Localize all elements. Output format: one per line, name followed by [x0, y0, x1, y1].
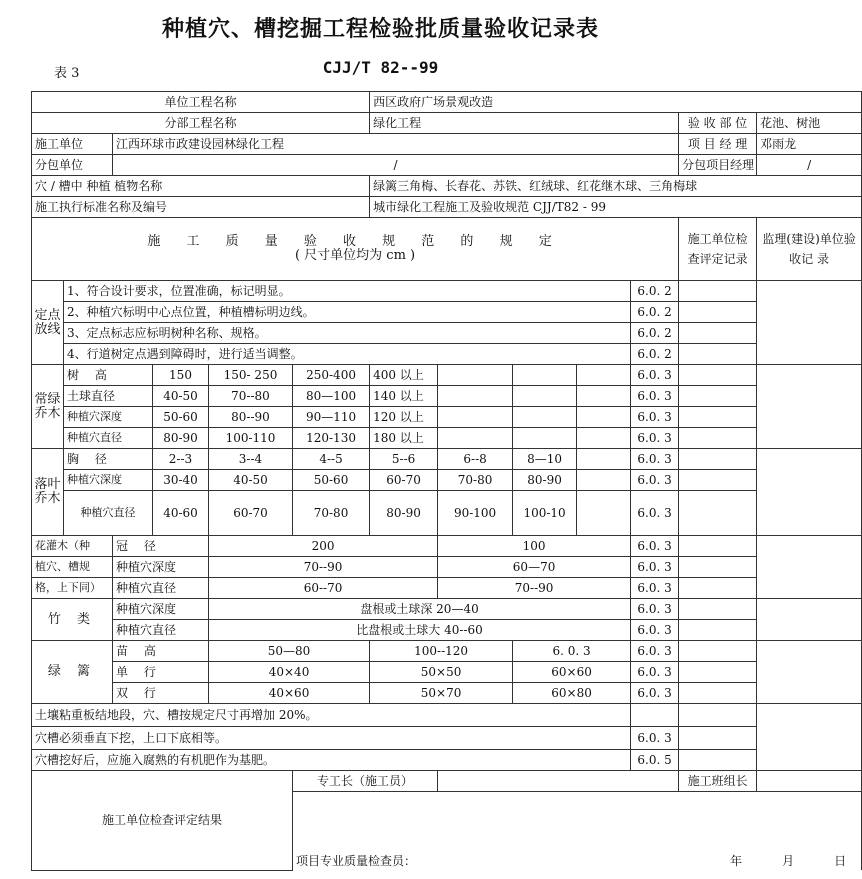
bamboo-item-name: 种植穴深度 [113, 599, 209, 620]
clause-code: 6.0. 3 [631, 449, 679, 470]
table-number: 表 3 [54, 66, 80, 81]
clause-code: 6.0. 3 [631, 491, 679, 536]
table-row [32, 470, 862, 491]
spec-value: 30-40 [153, 470, 209, 491]
accept-part-label: 验 收 部 位 [679, 113, 757, 134]
date-day: 日 [834, 854, 847, 868]
clause-code: 6.0. 3 [631, 578, 679, 599]
shrubs-item-name: 冠 径 [113, 536, 209, 557]
empty-cell [577, 407, 631, 428]
supervisor-check-cell[interactable] [757, 281, 862, 365]
spec-value: 60×80 [513, 683, 631, 704]
evergreen-item-name: 种植穴直径 [64, 428, 153, 449]
constructor-check-cell[interactable] [679, 599, 757, 620]
layout-item: 2、种植穴标明中心点位置，种植槽标明边线。 [64, 302, 631, 323]
spec-value: 120 以上 [370, 407, 438, 428]
empty-cell [577, 491, 631, 536]
constructor-check-cell[interactable] [679, 750, 757, 771]
row-sub-project [32, 113, 862, 134]
empty-cell [513, 407, 577, 428]
table-row [32, 281, 862, 302]
table-row [32, 727, 862, 750]
constructor-check-cell[interactable] [679, 365, 757, 386]
table-row [32, 704, 862, 727]
supervisor-check-cell[interactable] [757, 536, 862, 599]
constructor-check-cell[interactable] [679, 386, 757, 407]
foreman-signature-cell[interactable] [438, 771, 679, 792]
spec-value: 60-70 [209, 491, 293, 536]
table-row [32, 599, 862, 620]
hedge-item-name: 单 行 [113, 662, 209, 683]
note-text: 穴槽挖好后，应施入腐熟的有机肥作为基肥。 [32, 750, 631, 771]
clause-code: 6.0. 3 [631, 407, 679, 428]
spec-value: 150- 250 [209, 365, 293, 386]
standard-code: CJJ/T 82--99 [322, 58, 439, 77]
empty-cell [438, 407, 513, 428]
constructor-value: 江西环球市政建设园林绿化工程 [113, 134, 679, 155]
hedge-item-name: 苗 高 [113, 641, 209, 662]
spec-value: 8—10 [513, 449, 577, 470]
constructor-check-cell[interactable] [679, 620, 757, 641]
empty-cell [577, 428, 631, 449]
shrubs-label-mid: 植穴、槽规 [32, 557, 113, 578]
constructor-check-cell[interactable] [679, 323, 757, 344]
plant-value: 绿篱三角梅、长春花、苏铁、红绒球、红花继木球、三角梅球 [370, 176, 862, 197]
constructor-check-cell[interactable] [679, 727, 757, 750]
spec-value: 50×50 [370, 662, 513, 683]
table-row [32, 641, 862, 662]
empty-cell [513, 386, 577, 407]
layout-item: 4、行道树定点遇到障碍时，进行适当调整。 [64, 344, 631, 365]
spec-value: 5--6 [370, 449, 438, 470]
constructor-check-cell[interactable] [679, 662, 757, 683]
note-text: 穴槽必须垂直下挖，上口下底相等。 [32, 727, 631, 750]
empty-cell [513, 365, 577, 386]
clause-code: 6.0. 3 [631, 428, 679, 449]
bamboo-item-name: 种植穴直径 [113, 620, 209, 641]
sub-pm-value: / [757, 155, 862, 176]
empty-cell [438, 386, 513, 407]
supervisor-check-cell[interactable] [757, 704, 862, 771]
pm-label: 项 目 经 理 [679, 134, 757, 155]
constructor-check-cell[interactable] [679, 407, 757, 428]
standard-value: 城市绿化工程施工及验收规范 CJJ/T82 - 99 [370, 197, 862, 218]
date-year: 年 [730, 854, 743, 868]
empty-cell [577, 365, 631, 386]
row-spec-header [32, 218, 862, 281]
table-row [32, 365, 862, 386]
row-plant-names [32, 176, 862, 197]
spec-header-line2: ( 尺寸单位均为 cm ) [294, 248, 416, 263]
constructor-check-cell[interactable] [679, 470, 757, 491]
row-subcontractor [32, 155, 862, 176]
spec-value: 100-110 [209, 428, 293, 449]
spec-value: 150 [153, 365, 209, 386]
deciduous-item-name: 种植穴深度 [64, 470, 153, 491]
evergreen-label: 常绿乔木 [32, 365, 64, 449]
unit-project-value: 西区政府广场景观改造 [370, 92, 862, 113]
spec-value: 200 [209, 536, 438, 557]
clause-code: 6.0. 3 [631, 365, 679, 386]
clause-code: 6.0. 3 [631, 386, 679, 407]
table-row [32, 428, 862, 449]
result-label: 施工单位检查评定结果 [32, 771, 293, 871]
spec-value: 100 [438, 536, 631, 557]
spec-value: 50—80 [209, 641, 370, 662]
empty-cell [577, 386, 631, 407]
empty-cell [438, 365, 513, 386]
team-leader-label: 施工班组长 [679, 771, 757, 792]
inspector-cell[interactable] [293, 792, 862, 871]
empty-cell [513, 428, 577, 449]
table-row [32, 683, 862, 704]
constructor-check-cell[interactable] [679, 683, 757, 704]
table-row [32, 750, 862, 771]
spec-header [32, 218, 679, 281]
spec-value: 40-60 [153, 491, 209, 536]
spec-value: 40×40 [209, 662, 370, 683]
evergreen-item-name: 树 高 [64, 365, 153, 386]
constructor-check-cell[interactable] [679, 704, 757, 727]
spec-value: 70-80 [438, 470, 513, 491]
constructor-check-cell[interactable] [679, 344, 757, 365]
clause-code: 6.0. 3 [631, 662, 679, 683]
spec-value: 90—110 [293, 407, 370, 428]
constructor-check-cell[interactable] [679, 302, 757, 323]
spec-value: 60-70 [370, 470, 438, 491]
form-title: 种植穴、槽挖掘工程检验批质量验收记录表 [161, 17, 599, 42]
table-row [32, 557, 862, 578]
spec-value: 60×60 [513, 662, 631, 683]
spec-value: 70--90 [438, 578, 631, 599]
constructor-label: 施工单位 [32, 134, 113, 155]
hedge-label: 绿 篱 [32, 641, 113, 704]
spec-value: 80—100 [293, 386, 370, 407]
table-row [32, 491, 862, 536]
clause-code: 6.0. 3 [631, 727, 679, 750]
empty-cell [438, 428, 513, 449]
inspection-record-table [31, 91, 862, 871]
shrubs-item-name: 种植穴深度 [113, 557, 209, 578]
clause-code: 6.0. 2 [631, 281, 679, 302]
clause-code: 6.0. 3 [631, 641, 679, 662]
spec-value: 70-80 [293, 491, 370, 536]
table-row [32, 536, 862, 557]
spec-value: 50×70 [370, 683, 513, 704]
row-result-signers [32, 771, 862, 792]
spec-value: 70--80 [209, 386, 293, 407]
clause-code: 6.0. 3 [631, 557, 679, 578]
pm-value: 邓雨龙 [757, 134, 862, 155]
deciduous-label: 落叶乔木 [32, 449, 64, 536]
spec-value: 100-10 [513, 491, 577, 536]
row-constructor [32, 134, 862, 155]
constructor-check-header: 施工单位检查评定记录 [679, 218, 757, 281]
spec-value: 40-50 [209, 470, 293, 491]
supervisor-check-cell[interactable] [757, 365, 862, 449]
hedge-item-name: 双 行 [113, 683, 209, 704]
constructor-check-cell[interactable] [679, 428, 757, 449]
spec-value: 80--90 [209, 407, 293, 428]
spec-value: 250-400 [293, 365, 370, 386]
row-standard [32, 197, 862, 218]
constructor-check-cell[interactable] [679, 641, 757, 662]
spec-value: 400 以上 [370, 365, 438, 386]
team-leader-signature-cell[interactable] [757, 771, 862, 792]
spec-value: 比盘根或土球大 40--60 [209, 620, 631, 641]
table-row [32, 302, 862, 323]
sub-project-value: 绿化工程 [370, 113, 679, 134]
layout-item: 1、符合设计要求，位置准确，标记明显。 [64, 281, 631, 302]
spec-value: 60--70 [209, 578, 438, 599]
spec-value: 50-60 [153, 407, 209, 428]
spec-value: 6. 0. 3 [513, 641, 631, 662]
subcontractor-label: 分包单位 [32, 155, 113, 176]
shrubs-label-top: 花灌木（种 [32, 536, 113, 557]
spec-value: 80-90 [153, 428, 209, 449]
date-month: 月 [782, 854, 795, 868]
clause-code: 6.0. 2 [631, 323, 679, 344]
table-row [32, 407, 862, 428]
accept-part-value: 花池、树池 [757, 113, 862, 134]
constructor-check-cell[interactable] [679, 449, 757, 470]
spec-value: 60—70 [438, 557, 631, 578]
supervisor-check-cell[interactable] [757, 449, 862, 536]
shrubs-item-name: 种植穴直径 [113, 578, 209, 599]
spec-value: 70--90 [209, 557, 438, 578]
foreman-label: 专工长（施工员） [293, 771, 438, 792]
supervisor-check-cell[interactable] [757, 599, 862, 641]
bamboo-label: 竹 类 [32, 599, 113, 641]
spec-value: 50-60 [293, 470, 370, 491]
spec-value: 40-50 [153, 386, 209, 407]
clause-code: 6.0. 2 [631, 302, 679, 323]
clause-code: 6.0. 3 [631, 470, 679, 491]
constructor-check-cell[interactable] [679, 557, 757, 578]
spec-value: 180 以上 [370, 428, 438, 449]
clause-code: 6.0. 3 [631, 683, 679, 704]
empty-cell [577, 449, 631, 470]
table-row [32, 344, 862, 365]
spec-value: 140 以上 [370, 386, 438, 407]
clause-code: 6.0. 3 [631, 620, 679, 641]
constructor-check-cell[interactable] [679, 536, 757, 557]
layout-item: 3、定点标志应标明树种名称、规格。 [64, 323, 631, 344]
spec-value: 2--3 [153, 449, 209, 470]
clause-code: 6.0. 5 [631, 750, 679, 771]
clause-code: 6.0. 2 [631, 344, 679, 365]
spec-value: 100--120 [370, 641, 513, 662]
layout-section-label: 定点放线 [32, 281, 64, 365]
shrubs-label-bottom: 格，上下同） [32, 578, 113, 599]
subcontractor-value: / [113, 155, 679, 176]
spec-value: 4--5 [293, 449, 370, 470]
row-unit-project [32, 92, 862, 113]
spec-header-line1: 施 工 质 量 验 收 规 范 的 规 定 [147, 234, 563, 249]
spec-value: 80-90 [513, 470, 577, 491]
clause-code: 6.0. 3 [631, 599, 679, 620]
sub-pm-label: 分包项目经理 [679, 155, 757, 176]
table-row [32, 386, 862, 407]
spec-value: 120-130 [293, 428, 370, 449]
clause-code [631, 704, 679, 727]
clause-code: 6.0. 3 [631, 536, 679, 557]
spec-value: 3--4 [209, 449, 293, 470]
spec-value: 80-90 [370, 491, 438, 536]
standard-label: 施工执行标准名称及编号 [32, 197, 370, 218]
spec-value: 盘根或土球深 20—40 [209, 599, 631, 620]
note-text: 土壤粘重板结地段，穴、槽按规定尺寸再增加 20%。 [32, 704, 631, 727]
unit-project-label: 单位工程名称 [32, 92, 370, 113]
supervisor-check-header: 监理(建设)单位验收记 录 [757, 218, 862, 281]
spec-value: 6--8 [438, 449, 513, 470]
table-row [32, 662, 862, 683]
constructor-check-cell[interactable] [679, 491, 757, 536]
evergreen-item-name: 土球直径 [64, 386, 153, 407]
sub-project-label: 分部工程名称 [32, 113, 370, 134]
plant-label: 穴 / 槽中 种植 植物名称 [32, 176, 370, 197]
spec-value: 40×60 [209, 683, 370, 704]
constructor-check-cell[interactable] [679, 578, 757, 599]
supervisor-check-cell[interactable] [757, 641, 862, 704]
constructor-check-cell[interactable] [679, 281, 757, 302]
table-row [32, 578, 862, 599]
empty-cell [577, 470, 631, 491]
table-row [32, 620, 862, 641]
evergreen-item-name: 种植穴深度 [64, 407, 153, 428]
inspector-label: 项目专业质量检查员： [296, 854, 417, 868]
spec-value: 90-100 [438, 491, 513, 536]
deciduous-item-name: 胸 径 [64, 449, 153, 470]
table-row [32, 323, 862, 344]
deciduous-item-name: 种植穴直径 [64, 491, 153, 536]
table-row [32, 449, 862, 470]
